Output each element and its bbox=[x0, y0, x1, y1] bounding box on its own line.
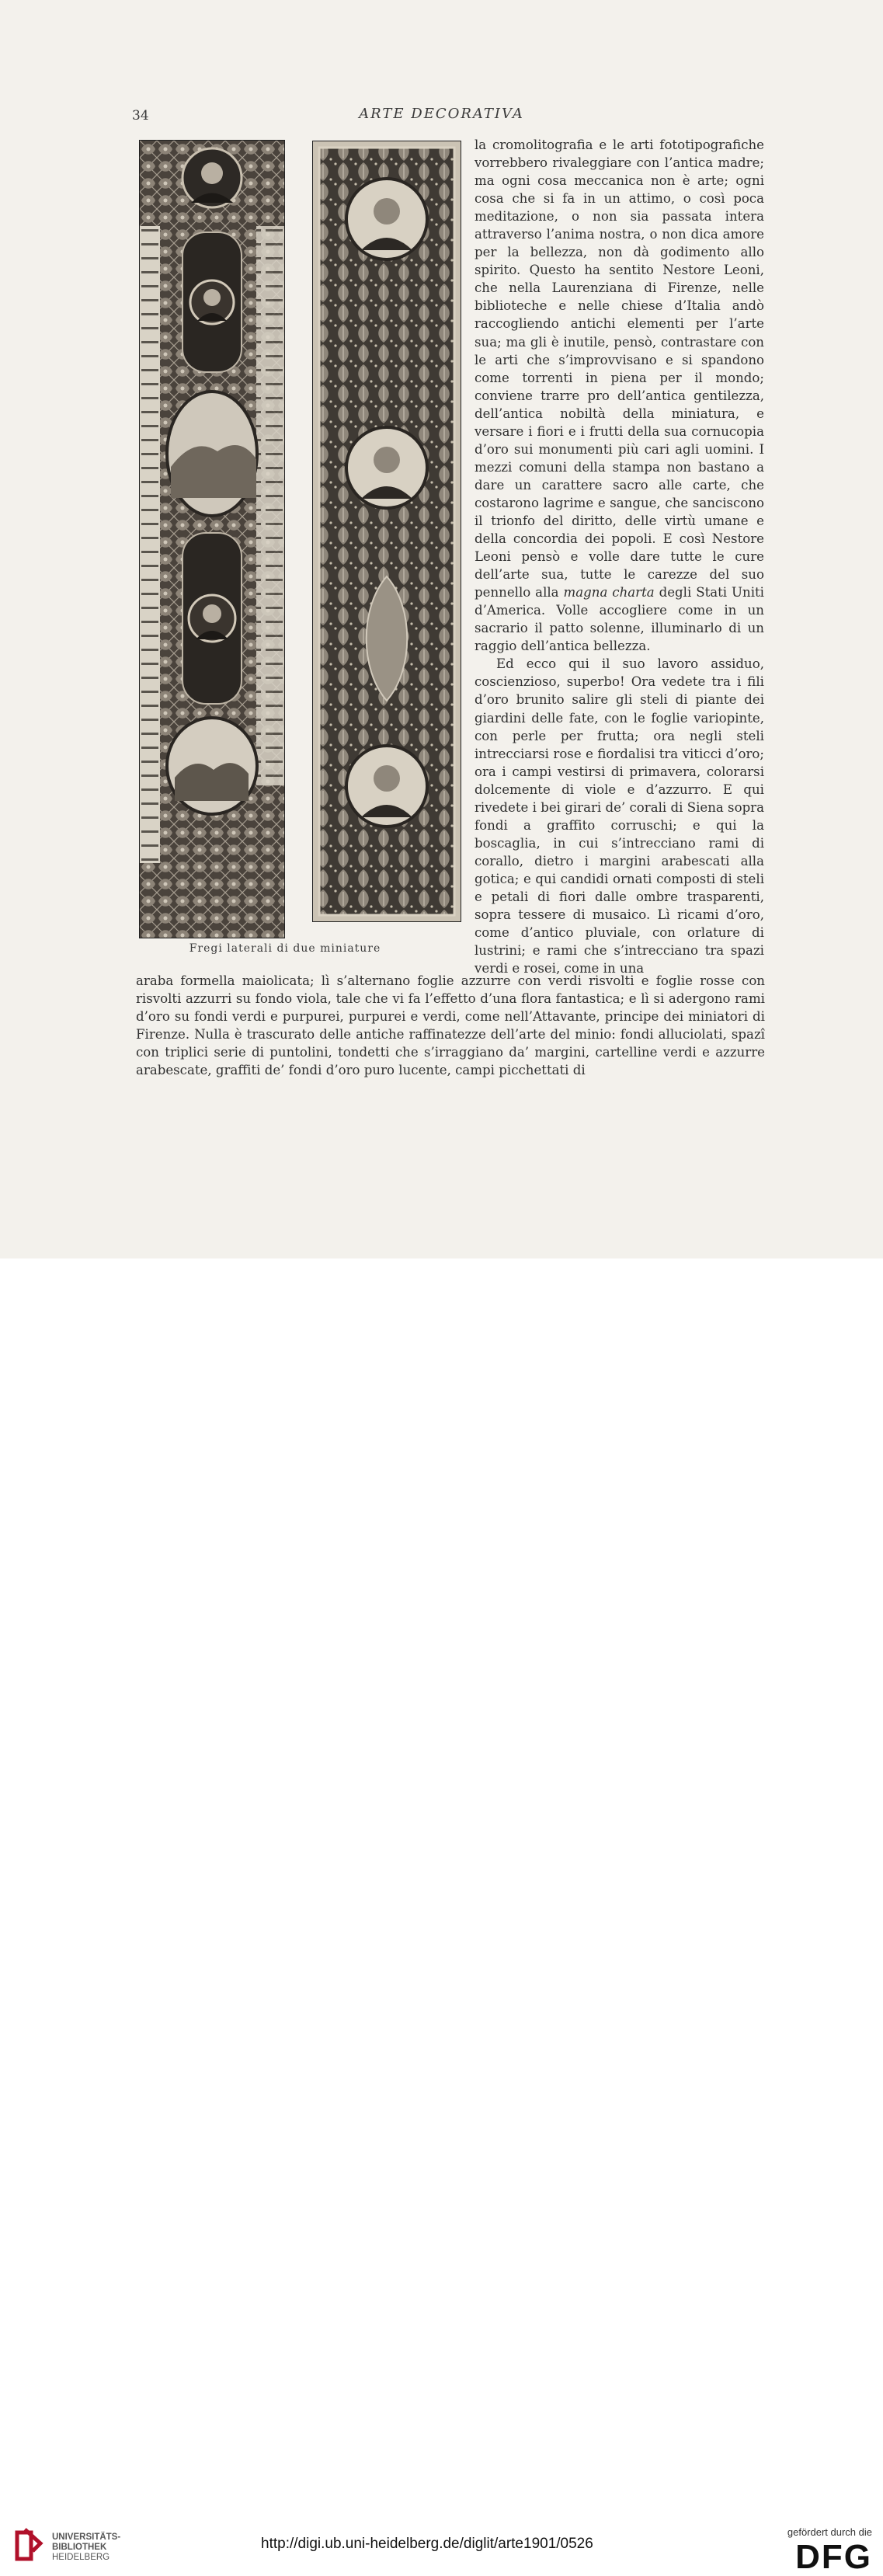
university-library-name bbox=[52, 2532, 120, 2563]
figure-caption: Fregi laterali di due miniature bbox=[189, 942, 381, 955]
left-border-illustration bbox=[140, 141, 284, 938]
library-line-3: HEIDELBERG bbox=[52, 2553, 110, 2562]
magna-charta-italic: magna charta bbox=[563, 585, 655, 600]
scanned-page bbox=[0, 0, 883, 1258]
paragraph-2: Ed ecco qui il suo lavoro assiduo, coscienzioso, superbo! Ora vedete tra i fili d’oro brunito salire gli steli di piante dei giardini delle fate, con le foglie variopinte, con perle per frutta; ora negli steli intrecciarsi rose e fiordalisi tra viticci d’oro; ora i campi vestirsi di primavera, colorarsi dolcemente di viole e d’azzurro. E qui rivedete i bei girari de’ corali di Siena sopra fondi a graffito corruschi; e qui la boscaglia, in cui s’intrecciano rami di corallo, dietro i margini arabescati alla gotica; e qui candidi ornati composti di steli e petali di fiori dalle ombre trasparenti, sopra tessere di musaico. Lì ricami d’oro, come d’antico pluviale, con orlature di lustrini; e rami che s’intrecciano tra spazi verdi e rosei, come in una bbox=[475, 656, 765, 976]
left-miniature-border bbox=[139, 140, 285, 938]
library-line-2: BIBLIOTHEK bbox=[52, 2543, 107, 2552]
library-line-1: UNIVERSITÄTS- bbox=[52, 2532, 121, 2542]
permalink-url[interactable]: http://digi.ub.uni-heidelberg.de/diglit/arte1901/0526 bbox=[261, 2536, 593, 2552]
page-number: 34 bbox=[132, 108, 149, 124]
dfg-logo: DFG bbox=[795, 2538, 872, 2576]
university-library-logo-icon bbox=[14, 2528, 45, 2564]
right-border-illustration bbox=[313, 141, 461, 921]
funded-by-label: gefördert durch die bbox=[787, 2526, 872, 2538]
full-width-body-text: araba formella maiolicata; lì s’alternano foglie azzurre con verdi risvolti e foglie rosse con risvolti azzurri su fondo viola, tale che vi fa l’effetto d’una flora fantastica; e lì si adergono rami d’oro su fondi verdi e purpurei, purpurei e verdi, come nell’Attavante, principe dei miniatori di Firenze. Nulla è trascurato delle antiche raffinatezze dell’arte del minio: fondi alluciolati, spazî con triplici serie di puntolini, tondetti che s’irraggiano da’ margini, cartelline verdi e azzurre arabescate, graffiti de’ fondi d’oro puro lucente, campi picchettati di bbox=[136, 973, 765, 1078]
paragraph-1-text: la cromolitografia e le arti fototipografiche vorrebbero rivaleggiare con l’antica madre; ma ogni cosa meccanica non è arte; ogni cosa che si fa in un attimo, o così poca meditazione, o non sia passata intera attraverso l’anima nostra, o non dica amore per la bellezza, non dà godimento allo spirito. Questo ha sentito Nestore Leoni, che nella Laurenziana di Firenze, nelle biblioteche e nelle chiese d’Italia andò raccogliendo antichi elementi per l’arte sua; ma gli è inutile, pensò, contrastare con le arti che s’improvvisano e si spandono come torrenti in piena per il mondo; conviene trarre pro dell’antica gentilezza, dell’antica nobiltà della miniatura, e versare i fiori e i frutti della sua cornucopia d’oro sui monumenti più cari agli uomini. I mezzi comuni della stampa non bastano a dare un carattere sacro alle carte, che costarono lagrime e sangue, che sanciscono il trionfo del diritto, delle virtù umane e della concordia dei popoli. E così Nestore Leoni pensò e volle dare tutte le cure dell’arte sua, tutte le carezze del suo pennello alla bbox=[475, 138, 764, 600]
paragraph-1 bbox=[475, 136, 764, 655]
paragraph-1-tail: degli Stati Uniti d’America. Volle accogliere come in un sacrario il patto solenne, illuminarlo di un raggio dell’antica bellezza. bbox=[475, 585, 764, 654]
right-miniature-border bbox=[312, 141, 461, 922]
column-body-text bbox=[475, 136, 764, 977]
digitization-footer bbox=[0, 1258, 883, 2576]
running-title: ARTE DECORATIVA bbox=[359, 106, 524, 122]
